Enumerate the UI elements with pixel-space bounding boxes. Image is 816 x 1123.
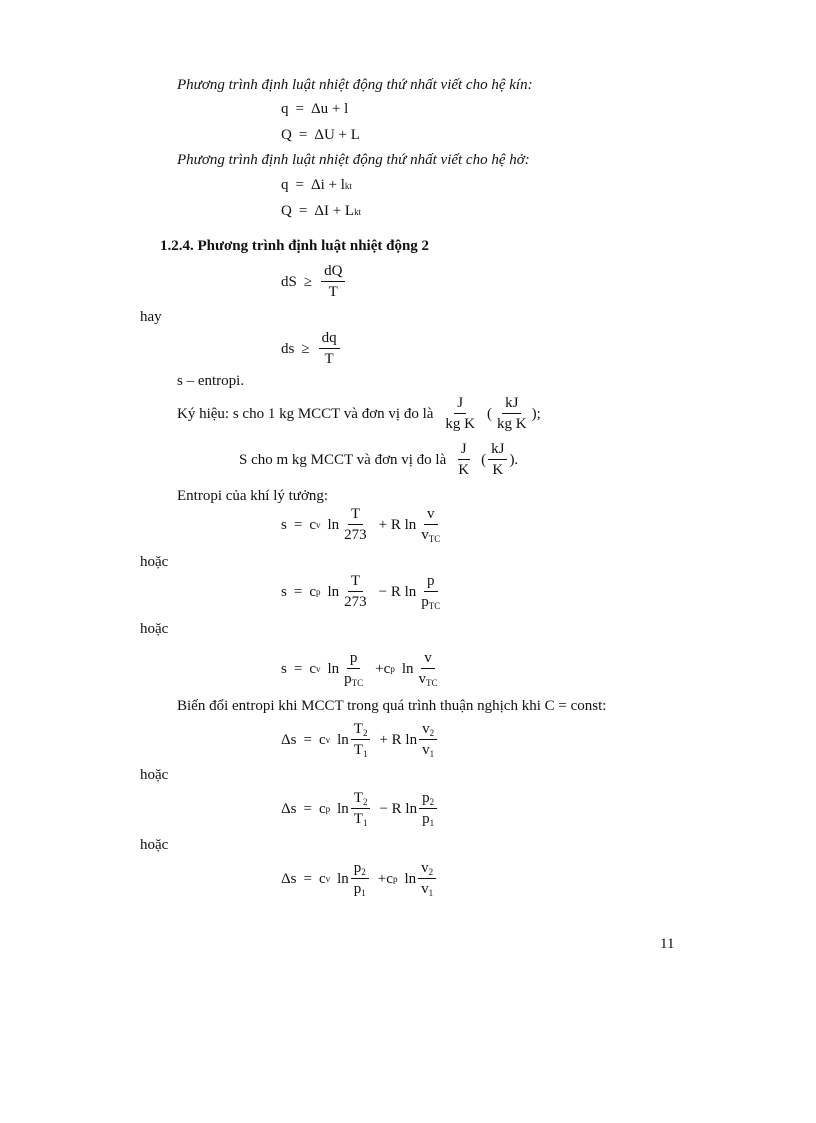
hoac-text-1: hoặc bbox=[140, 554, 169, 570]
entropy-definition: s – entropi. bbox=[177, 373, 245, 389]
hoac-text-3: hoặc bbox=[140, 767, 169, 783]
eq-entropy-cp-p: s = c p ln $\frac{T}{273}$ − R ln $\frac{p}{p_{TC}}$ bbox=[281, 573, 441, 611]
closed-system-heading: Phương trình định luật nhiệt động thứ nhất viết cho hệ kín: bbox=[177, 77, 533, 93]
eq-change-cv-v: Δs = c v ln $\frac{T_2}{T_1}$ + R ln $\frac{v_2}{v_1}$ bbox=[281, 721, 439, 759]
notation-line-2: S cho m kg MCCT và đơn vị đo là $\frac{J}{K}$ ( $\frac{kJ}{K}$ ). bbox=[239, 441, 519, 478]
open-system-heading: Phương trình định luật nhiệt động thứ nhất viết cho hệ hở: bbox=[177, 152, 530, 168]
entropy-change-heading: Biến đổi entropi khi MCCT trong quá trình thuận nghịch khi C = const: bbox=[177, 698, 607, 714]
page-number: 11 bbox=[660, 936, 675, 952]
section-heading: 1.2.4. Phương trình định luật nhiệt động 2 bbox=[160, 238, 430, 254]
eq-first-law-open-specific: q = Δi + l kt bbox=[281, 177, 352, 193]
eq-second-law-total: dS ≥ $\frac{dQ}{T}$ bbox=[281, 263, 347, 301]
eq-second-law-specific: ds ≥ $\frac{dq}{T}$ bbox=[281, 330, 342, 368]
eq-first-law-open-total: Q = ΔI + L kt bbox=[281, 203, 362, 219]
eq-entropy-cv-cp: s = c v ln $\frac{p}{p_{TC}}$ + c p ln $\frac{v}{v_{TC}}$ bbox=[281, 650, 438, 688]
eq-first-law-closed-total: Q = ΔU + L bbox=[281, 127, 360, 143]
hoac-text-4: hoặc bbox=[140, 837, 169, 853]
hay-text: hay bbox=[140, 309, 162, 325]
eq-entropy-cv-v: s = c v ln $\frac{T}{273}$ + R ln $\frac{v}{v_{TC}}$ bbox=[281, 506, 441, 544]
eq-change-cp-p: Δs = c p ln $\frac{T_2}{T_1}$ − R ln $\frac{p_2}{p_1}$ bbox=[281, 790, 439, 828]
ideal-gas-heading: Entropi của khí lý tưởng: bbox=[177, 488, 329, 504]
eq-first-law-closed-specific: q = Δu + l bbox=[281, 101, 349, 117]
eq-change-cv-cp: Δs = c v ln $\frac{p_2}{p_1}$ + c p ln $\frac{v_2}{v_1}$ bbox=[281, 860, 438, 898]
hoac-text-2: hoặc bbox=[140, 621, 169, 637]
notation-line-1: Ký hiệu: s cho 1 kg MCCT và đơn vị đo là $\frac{J}{\text{kg K}}$ ( $\frac{kJ}{\text{kg K}}$ ); bbox=[177, 395, 541, 432]
